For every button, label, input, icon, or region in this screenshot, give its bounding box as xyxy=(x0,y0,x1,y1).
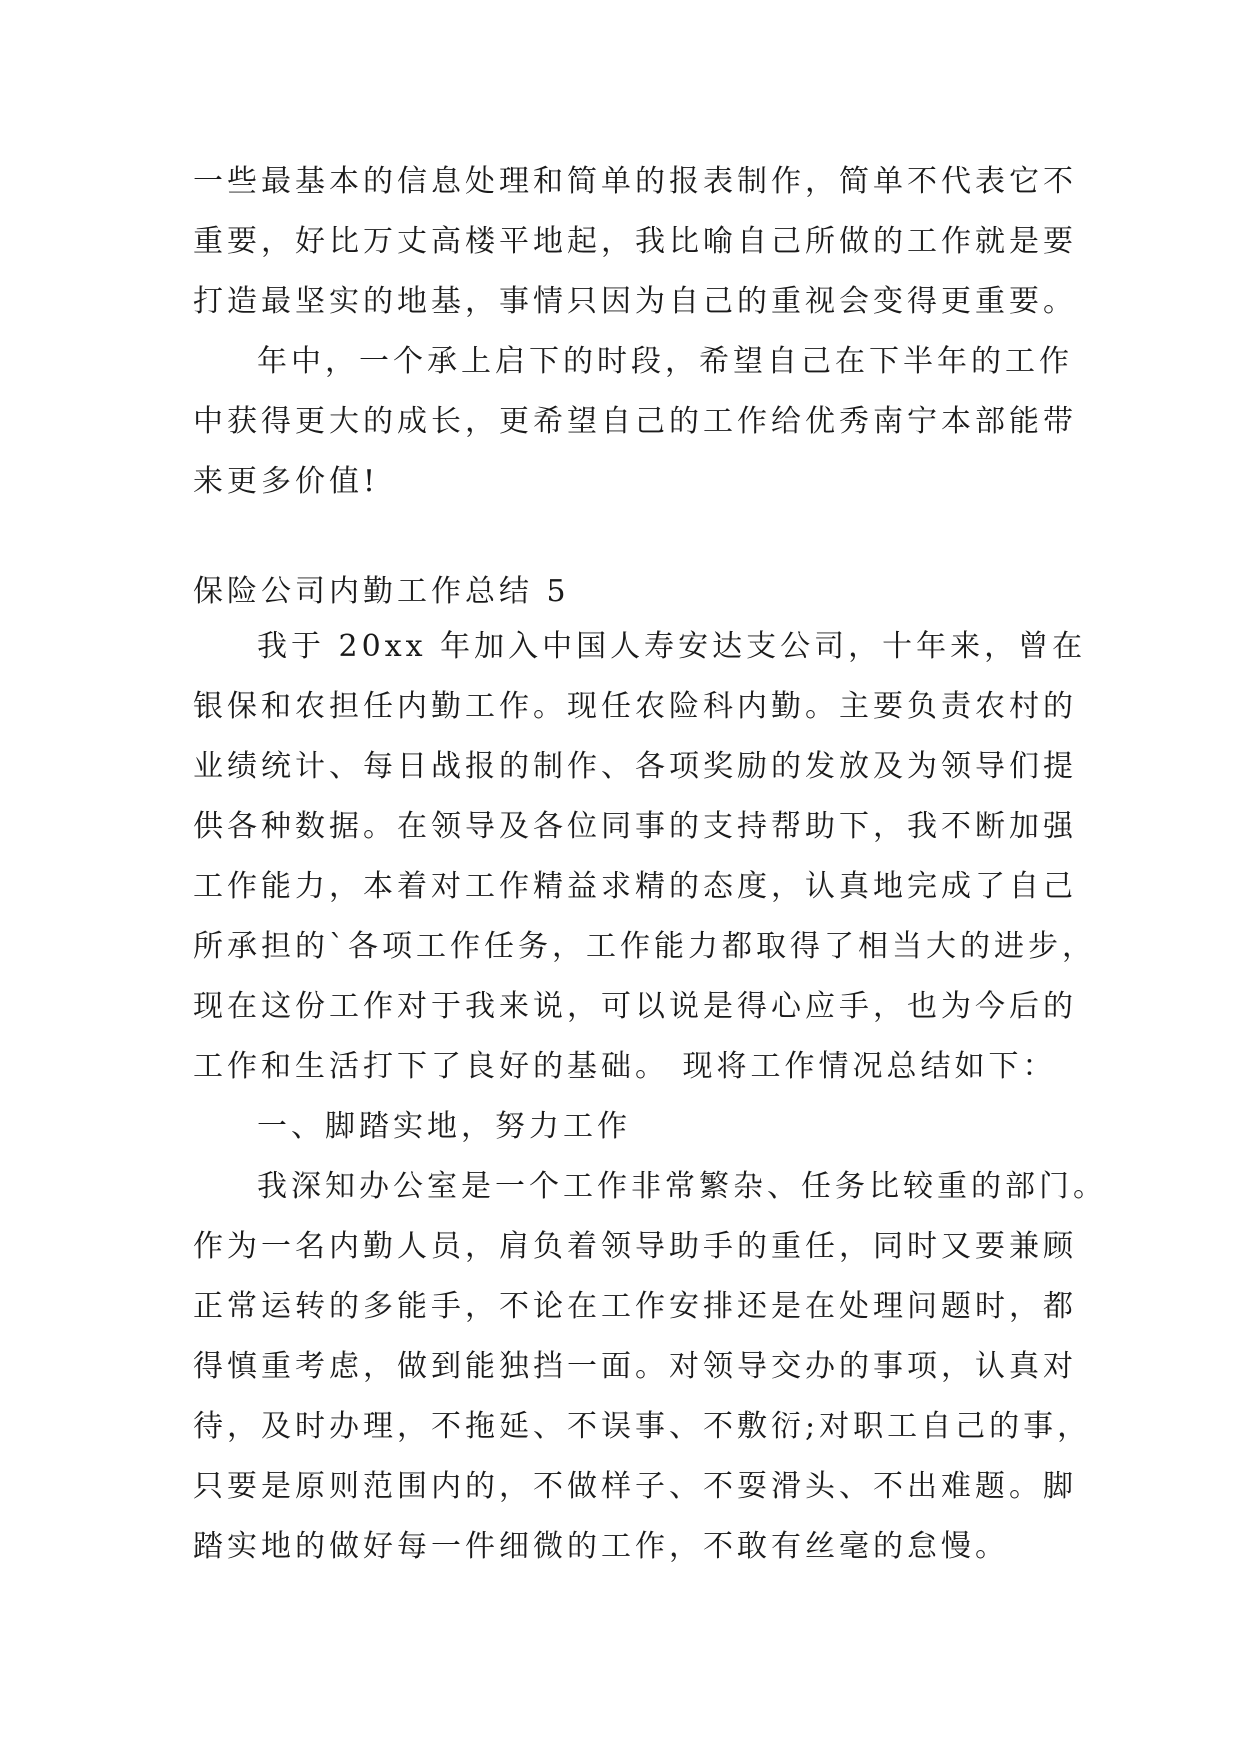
subheading: 一、脚踏实地，努力工作 xyxy=(257,1109,631,1144)
paragraph-line: 现在这份工作对于我来说，可以说是得心应手，也为今后的 xyxy=(193,989,1077,1024)
paragraph-line: 供各种数据。在领导及各位同事的支持帮助下，我不断加强 xyxy=(193,809,1077,844)
intro-section xyxy=(193,152,1077,512)
intro-line: 打造最坚实的地基，事情只因为自己的重视会变得更重要。 xyxy=(193,284,1077,319)
section-heading-block xyxy=(193,562,1063,622)
midyear-line: 来更多价值! xyxy=(193,464,380,499)
paragraph-line: 所承担的`各项工作任务，工作能力都取得了相当大的进步， xyxy=(193,929,1096,964)
paragraph-line: 作为一名内勤人员，肩负着领导助手的重任，同时又要兼顾 xyxy=(193,1229,1077,1264)
intro-line: 重要，好比万丈高楼平地起，我比喻自己所做的工作就是要 xyxy=(193,224,1077,259)
paragraph-line: 待，及时办理，不拖延、不误事、不敷衍;对职工自己的事， xyxy=(193,1409,1092,1444)
paragraph-line: 业绩统计、每日战报的制作、各项奖励的发放及为领导们提 xyxy=(193,749,1077,784)
paragraph-line: 只要是原则范围内的，不做样子、不耍滑头、不出难题。脚 xyxy=(193,1469,1077,1504)
paragraph-line: 工作能力，本着对工作精益求精的态度，认真地完成了自己 xyxy=(193,869,1077,904)
paragraph-line: 正常运转的多能手，不论在工作安排还是在处理问题时，都 xyxy=(193,1289,1077,1324)
body-section xyxy=(193,617,1107,1577)
paragraph-line: 我于 20xx 年加入中国人寿安达支公司，十年来，曾在 xyxy=(257,629,1087,664)
paragraph-line: 工作和生活打下了良好的基础。 现将工作情况总结如下： xyxy=(193,1049,1057,1084)
paragraph-line: 踏实地的做好每一件细微的工作，不敢有丝毫的怠慢。 xyxy=(193,1529,1009,1564)
intro-line: 一些最基本的信息处理和简单的报表制作，简单不代表它不 xyxy=(193,164,1077,199)
paragraph-line: 我深知办公室是一个工作非常繁杂、任务比较重的部门。 xyxy=(257,1169,1107,1204)
midyear-line: 年中，一个承上启下的时段，希望自己在下半年的工作 xyxy=(257,344,1073,379)
midyear-line: 中获得更大的成长，更希望自己的工作给优秀南宁本部能带 xyxy=(193,404,1077,439)
section-title: 保险公司内勤工作总结 5 xyxy=(193,574,570,609)
paragraph-line: 得慎重考虑，做到能独挡一面。对领导交办的事项，认真对 xyxy=(193,1349,1077,1384)
paragraph-line: 银保和农担任内勤工作。现任农险科内勤。主要负责农村的 xyxy=(193,689,1077,724)
